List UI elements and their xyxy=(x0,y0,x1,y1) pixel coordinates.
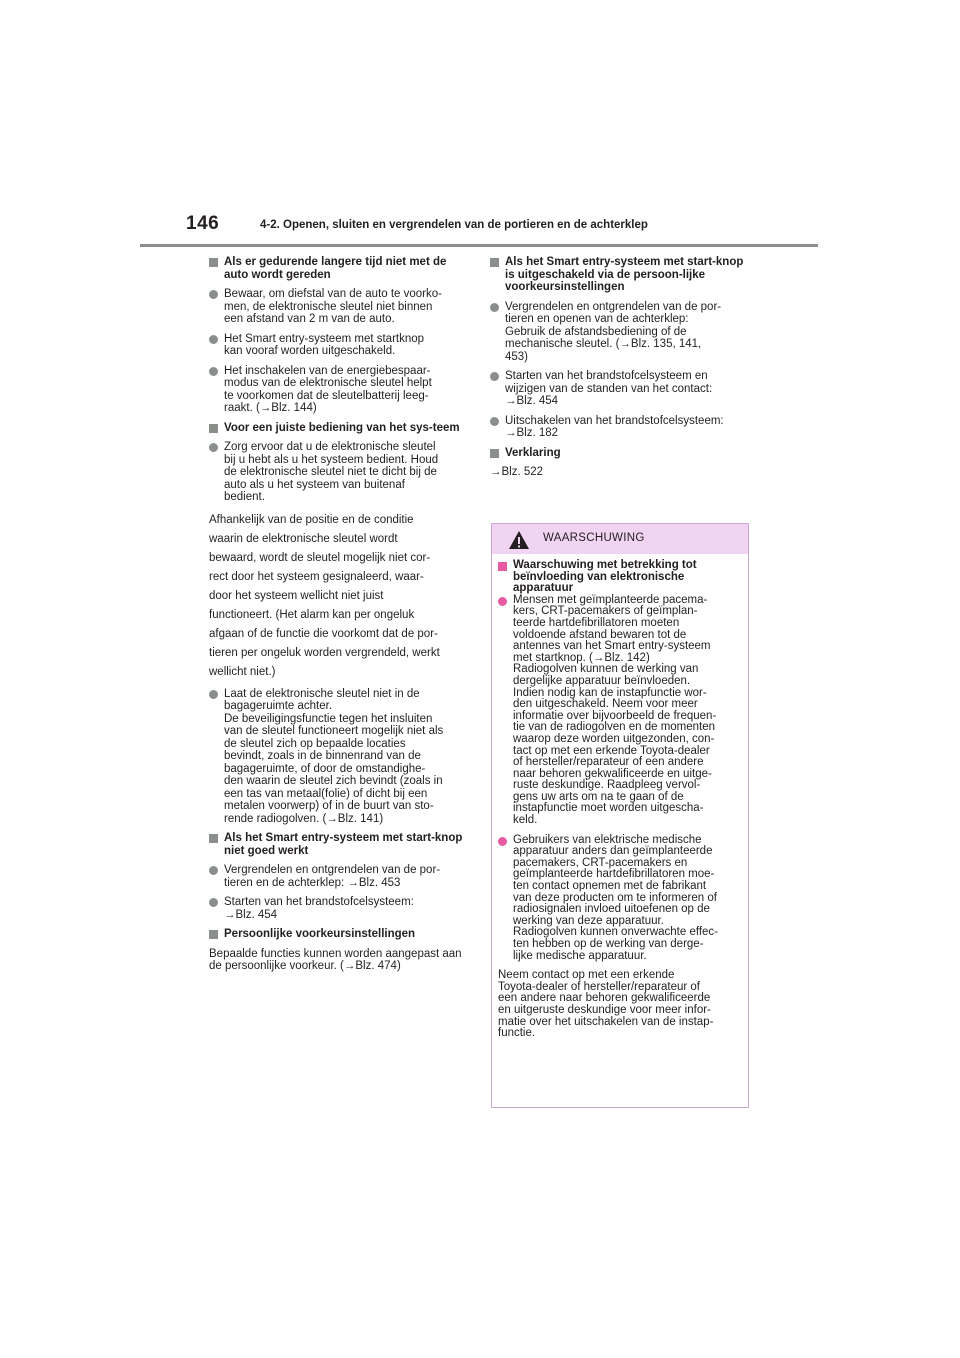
section-heading: Als het Smart entry-systeem met start-knop is uitgeschakeld via de persoon-lijke voorkeursinstellingen xyxy=(490,256,748,294)
page-ref: Blz. 135, 141, 453) xyxy=(505,338,702,363)
arrow-icon: → xyxy=(224,908,236,921)
warning-body xyxy=(492,554,748,1040)
bullet-item xyxy=(209,365,467,415)
arrow-icon: → xyxy=(326,812,338,825)
body-paragraph xyxy=(209,948,467,973)
bullet-item: Zorg ervoor dat u de elektronische sleutel bij u hebt als u het systeem bedient. Houd de elektronische sleutel niet te dicht bij de auto als u het systeem van buitenaf bedient. xyxy=(209,441,467,504)
bullet-item xyxy=(490,301,748,364)
arrow-icon: → xyxy=(343,960,356,972)
bullet-text: Mensen met geïmplanteerde pacema- kers, CRT-pacemakers of geïmplan- teerde hartdefibrillatoren moeten voldoende afstand bewaren tot de antennes van het Smart entry-systeem met startknop. ( xyxy=(513,593,711,664)
warning-triangle-icon xyxy=(508,530,530,550)
page-ref: Blz. 182 xyxy=(516,427,559,439)
bullet-text: Het inschakelen van de energiebespaar- modus van de elektronische sleutel helpt te voorkomen dat de sleutelbatterij leeg- raakt. ( xyxy=(224,364,432,414)
paragraph-text: Bepaalde functies kunnen worden aangepast aan de persoonlijke voorkeur. ( xyxy=(209,947,462,972)
warning-header xyxy=(492,524,748,554)
section-heading: Als het Smart entry-systeem met start-knop niet goed werkt xyxy=(209,832,467,857)
arrow-icon: → xyxy=(259,402,272,414)
bullet-item: Het Smart entry-systeem met startknop kan vooraf worden uitgeschakeld. xyxy=(209,333,467,358)
arrow-icon: → xyxy=(619,338,631,350)
bullet-item xyxy=(490,370,748,408)
bullet-text: Radiogolven kunnen de werking van dergelijke apparatuur beïnvloeden. Indien nodig kan de instapfunctie wor- den uitgeschakeld. Neem voor meer informatie over bijvoorbeeld de frequen- tie van de radiogolven en de momenten waarop deze worden uitgezonden, con- tact op met een erkende Toyota-dealer of hersteller/reparateur of een andere naar behoren gekwalificeerde en uitge- ruste deskundige. Raadpleeg vervol- gens uw arts om na te gaan of de instapfunctie moet worden uitgescha- keld. xyxy=(513,663,717,827)
bullet-item xyxy=(209,688,467,826)
reference-line xyxy=(490,466,748,479)
arrow-icon: → xyxy=(505,427,517,439)
page-ref: Blz. 144) xyxy=(271,402,317,414)
section-heading: Als er gedurende langere tijd niet met de auto wordt gereden xyxy=(209,256,467,281)
bullet-item xyxy=(490,415,748,440)
bullet-item xyxy=(209,896,467,921)
section-heading: Verklaring xyxy=(490,447,748,460)
section-heading: Voor een juiste bediening van het sys-teem xyxy=(209,422,467,435)
arrow-icon: → xyxy=(490,466,502,478)
warning-bullet xyxy=(498,595,741,827)
header-rule xyxy=(140,244,818,247)
running-title: 4-2. Openen, sluiten en vergrendelen van de portieren en de achterklep xyxy=(260,219,648,231)
page-ref: Blz. 141) xyxy=(337,812,384,825)
warning-box xyxy=(491,523,749,1108)
arrow-icon: → xyxy=(347,876,359,889)
page-ref: Blz. 142) xyxy=(604,651,650,664)
bullet-text: Uitschakelen van het brandstofcelsysteem: xyxy=(505,414,724,427)
arrow-icon: → xyxy=(592,651,605,664)
bullet-text: Laat de elektronische sleutel niet in de bagageruimte achter. De beveiligingsfunctie tegen het insluiten van de sleutel functioneert mogelijk niet als de sleutel zich op bepaalde locaties bevindt, zoals in de binnenrand van de bagageruimte, of door de omstandighe- den waarin de sleutel zich bevindt (zoals in een tas van metaal(folie) of dicht bij een metalen voorwerp) of in de buurt van sto- rende radiogolven. ( xyxy=(224,687,444,825)
arrow-icon: → xyxy=(505,395,517,407)
warning-paragraph: Neem contact op met een erkende Toyota-dealer of hersteller/reparateur of een andere naar behoren gekwalificeerde en uitgeruste deskundige voor meer infor- matie over het uitschakelen van de instap- functie. xyxy=(498,969,714,1040)
page-number: 146 xyxy=(186,213,220,234)
page-ref: Blz. 453 xyxy=(358,876,401,889)
bullet-item xyxy=(209,864,467,889)
section-heading: Persoonlijke voorkeursinstellingen xyxy=(209,928,467,941)
right-column xyxy=(490,256,748,486)
bullet-item: Bewaar, om diefstal van de auto te voorko- men, de elektronische sleutel niet binnen een afstand van 2 m van de auto. xyxy=(209,288,467,326)
bullet-text: Vergrendelen en ontgrendelen van de por- tieren en de achterklep: xyxy=(224,864,441,889)
page-ref: Blz. 454 xyxy=(516,395,559,407)
warning-title: WAARSCHUWING xyxy=(543,532,645,544)
warning-heading: Waarschuwing met betrekking tot beïnvloeding van elektronische apparatuur xyxy=(498,560,741,595)
page-ref: Blz. 522 xyxy=(501,466,544,478)
page-ref: Blz. 474) xyxy=(355,960,401,972)
left-column xyxy=(209,256,467,980)
bullet-text: Starten van het brandstofcelsysteem en wijzigen van de standen van het contact: xyxy=(505,370,713,395)
body-paragraph: Afhankelijk van de positie en de conditie waarin de elektronische sleutel wordt bewaard, wordt de sleutel mogelijk niet cor- rect door het systeem gesignaleerd, waar- door het systeem wellicht niet juist functioneert. (Het alarm kan per ongeluk afgaan of de functie die voorkomt dat de por- tieren per ongeluk worden vergrendeld, werkt wellicht niet.) xyxy=(209,513,440,678)
warning-bullet: Gebruikers van elektrische medische apparatuur anders dan geïmplanteerde pacemakers, CRT-pacemakers en geïmplanteerde hartdefibrillatoren moe- ten contact opnemen met de fabrikant van deze producten om te informeren of radiosignalen invloed uitoefenen op de werking van deze apparatuur. Radiogolven kunnen onverwachte effec- ten hebben op de werking van derge- lijke medische apparatuur. xyxy=(498,835,741,963)
bullet-text: Starten van het brandstofcelsysteem: xyxy=(224,896,414,908)
page-ref: Blz. 454 xyxy=(235,908,278,921)
bullet-text: Vergrendelen en ontgrendelen van de por- tieren en openen van de achterklep: Gebruik de afstandsbediening of de mechanische sleutel. ( xyxy=(505,300,722,350)
